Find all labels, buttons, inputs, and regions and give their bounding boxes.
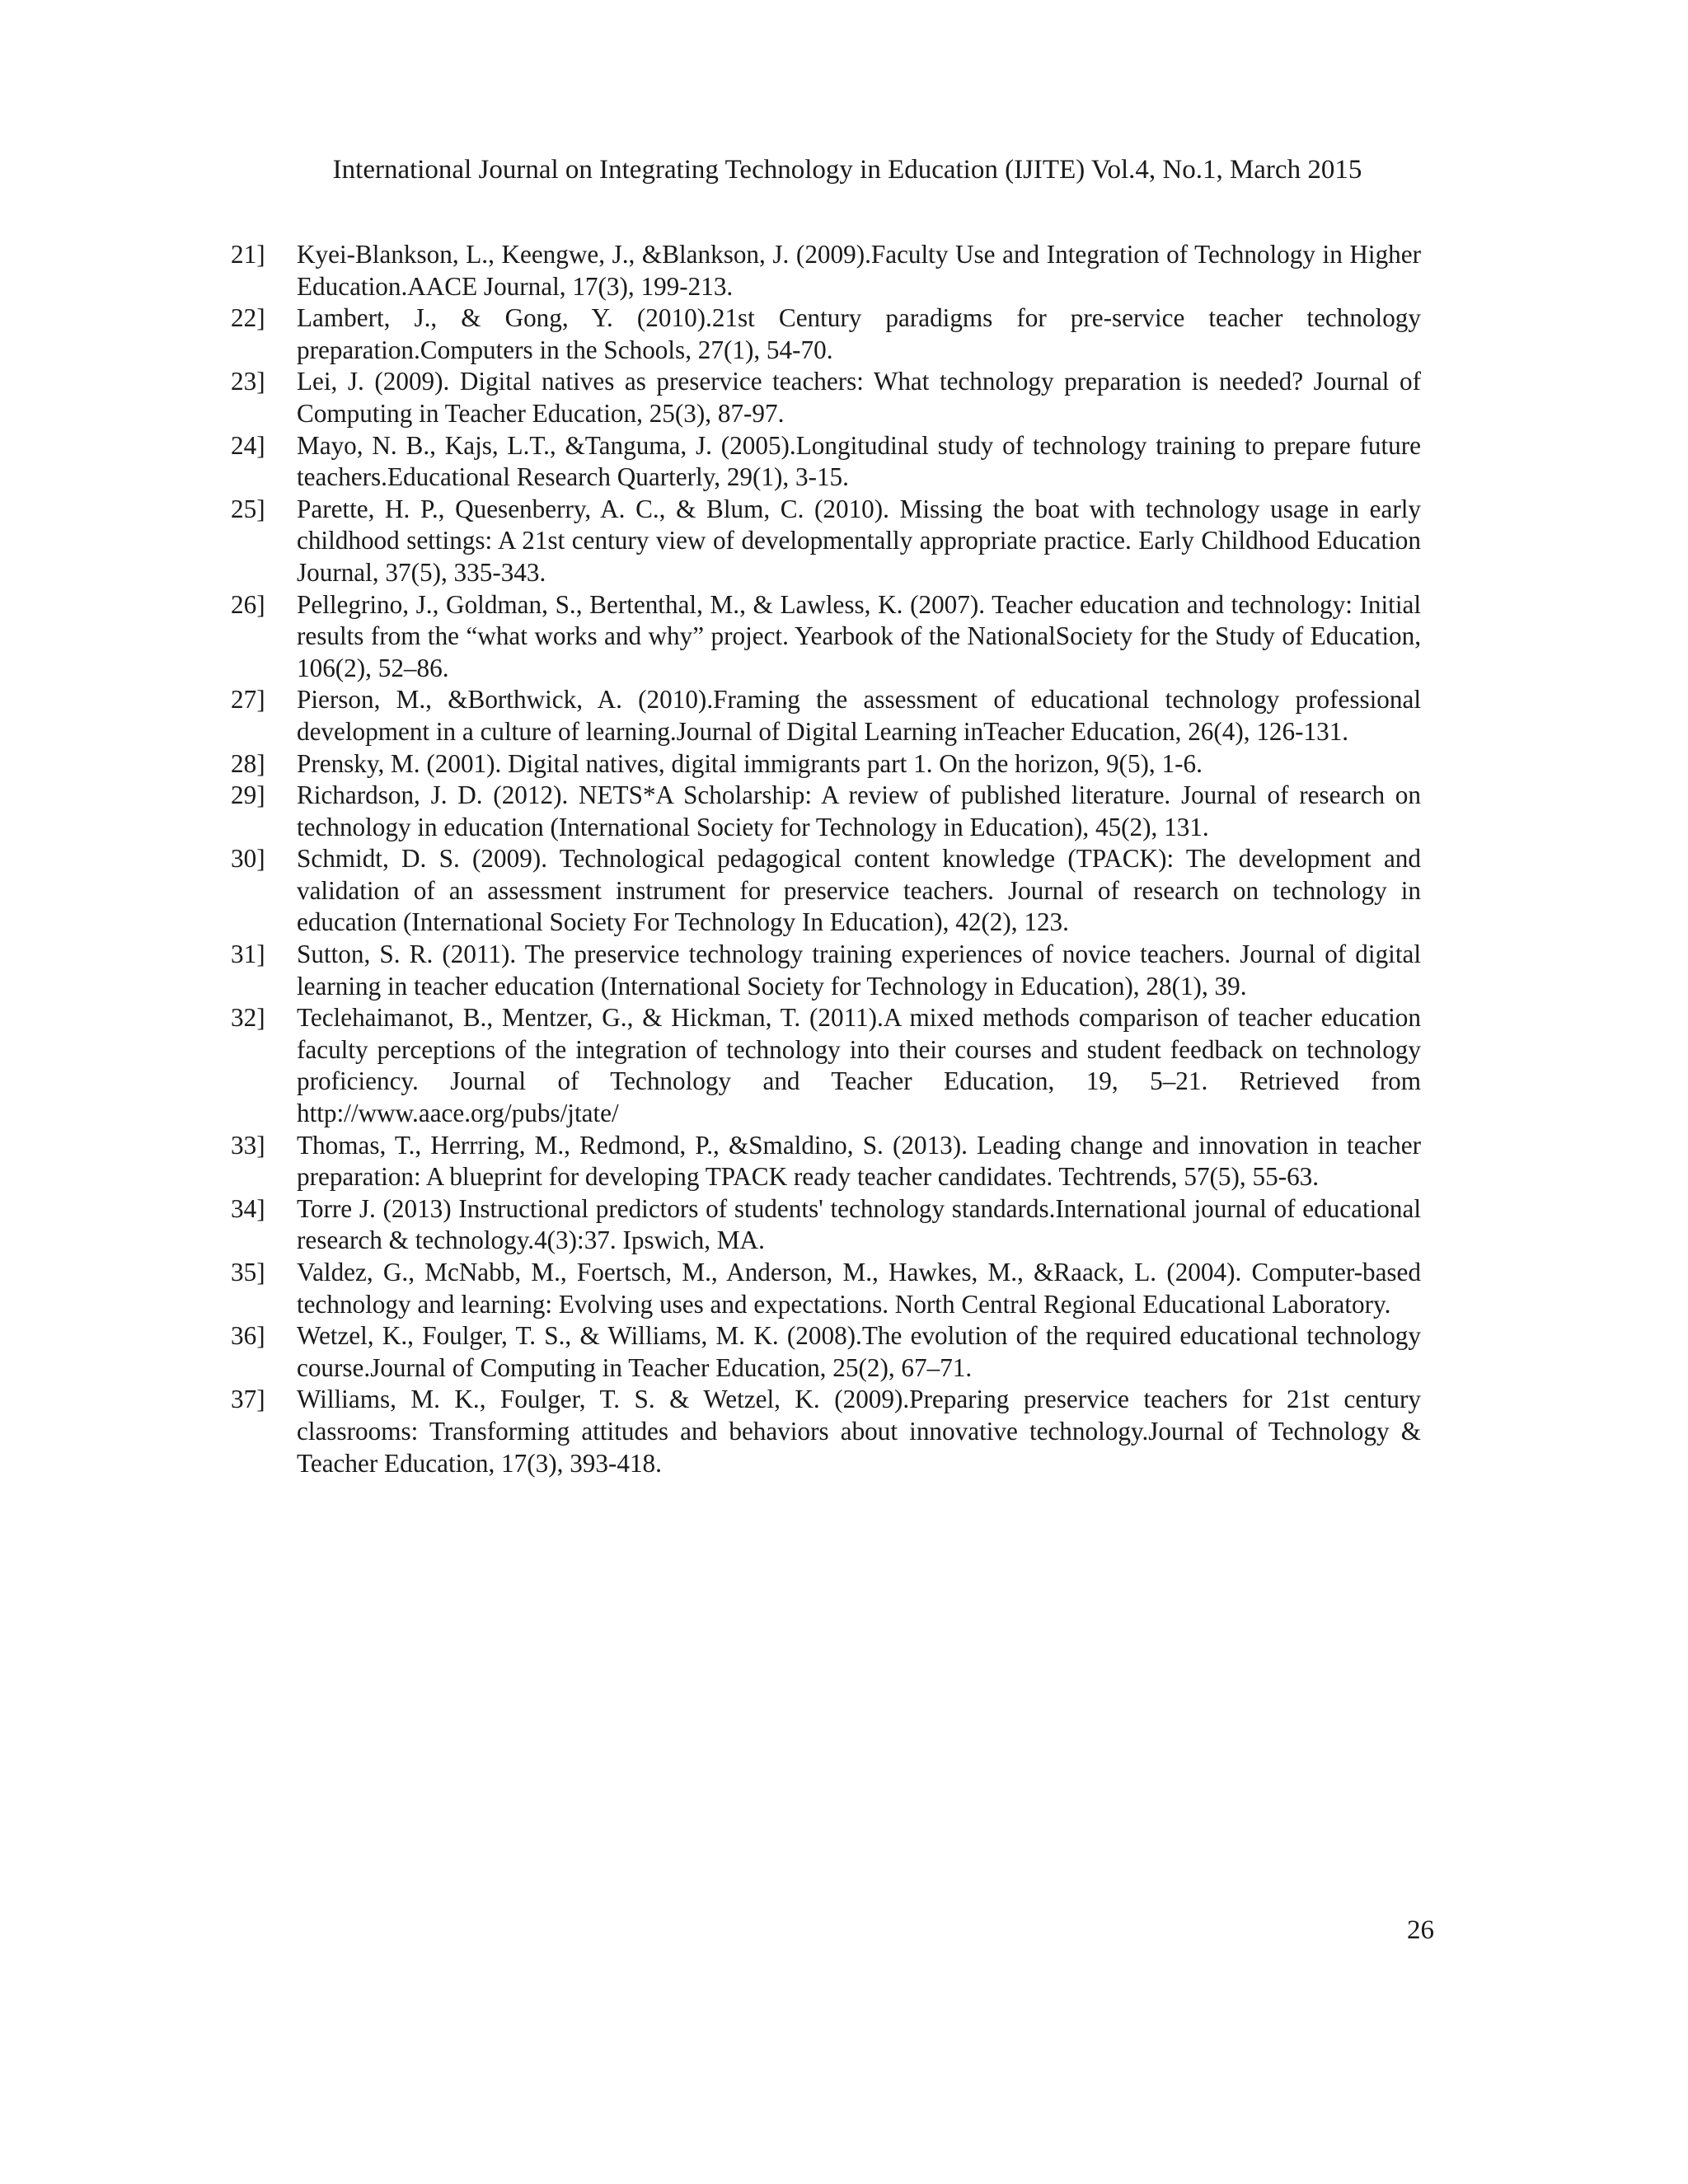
- reference-item: [231, 780, 1421, 843]
- reference-number: 28]: [231, 748, 265, 778]
- reference-text: Valdez, G., McNabb, M., Foertsch, M., Anderson, M., Hawkes, M., &Raack, L. (2004). Computer-based technology and learning: Evolving uses and expectations. North Central Regional Educational Laboratory.: [297, 1258, 1421, 1319]
- reference-item: [231, 589, 1421, 685]
- reference-text: Williams, M. K., Foulger, T. S. & Wetzel, K. (2009).Preparing preservice teachers for 21st century classrooms: Transforming attitudes and behaviors about innovative technology.Journal of Technology & Teacher Education, 17(3), 393-418.: [297, 1385, 1421, 1478]
- reference-text: Pierson, M., &Borthwick, A. (2010).Framing the assessment of educational technology professional development in a culture of learning.Journal of Digital Learning inTeacher Education, 26(4), 126-131.: [297, 685, 1421, 746]
- reference-item: [231, 1257, 1421, 1320]
- reference-number: 30]: [231, 844, 265, 874]
- reference-number: 26]: [231, 589, 265, 619]
- reference-number: 32]: [231, 1003, 265, 1033]
- page-number: 26: [1407, 1915, 1434, 1945]
- reference-text: Parette, H. P., Quesenberry, A. C., & Blum, C. (2010). Missing the boat with technology usage in early childhood settings: A 21st century view of developmentally appropriate practice. Early Childhood Education Journal, 37(5), 335-343.: [297, 494, 1421, 587]
- reference-item: [231, 494, 1421, 589]
- reference-number: 24]: [231, 430, 265, 460]
- reference-item: [231, 1130, 1421, 1193]
- reference-text: Mayo, N. B., Kajs, L.T., &Tanguma, J. (2005).Longitudinal study of technology training to prepare future teachers.Educational Research Quarterly, 29(1), 3-15.: [297, 430, 1421, 492]
- reference-text: Pellegrino, J., Goldman, S., Bertenthal, M., & Lawless, K. (2007). Teacher education and technology: Initial results from the “what works and why” project. Yearbook of the NationalSociety for the Study of Education, 106(2), 52–86.: [297, 589, 1421, 682]
- reference-text: Richardson, J. D. (2012). NETS*A Scholarship: A review of published literature. Journal of research on technology in education (International Society for Technology in Education), 45(2), 131.: [297, 780, 1421, 841]
- reference-item: [231, 366, 1421, 429]
- reference-text: Teclehaimanot, B., Mentzer, G., & Hickman, T. (2011).A mixed methods comparison of teacher education faculty perceptions of the integration of technology into their courses and student feedback on technology proficiency. Journal of Technology and Teacher Education, 19, 5–21. Retrieved from http://www.aace.org/pubs/jtate/: [297, 1003, 1421, 1128]
- reference-text: Schmidt, D. S. (2009). Technological pedagogical content knowledge (TPACK): The development and validation of an assessment instrument for preservice teachers. Journal of research on technology in education (International Society For Technology In Education), 42(2), 123.: [297, 844, 1421, 937]
- reference-number: 36]: [231, 1321, 265, 1351]
- reference-text: Wetzel, K., Foulger, T. S., & Williams, M. K. (2008).The evolution of the required educational technology course.Journal of Computing in Teacher Education, 25(2), 67–71.: [297, 1321, 1421, 1382]
- reference-item: [231, 302, 1421, 366]
- reference-number: 23]: [231, 367, 265, 396]
- reference-item: [231, 939, 1421, 1002]
- reference-item: [231, 748, 1421, 780]
- reference-number: 27]: [231, 685, 265, 715]
- running-header: International Journal on Integrating Technology in Education (IJITE) Vol.4, No.1, March 2015: [332, 155, 1362, 185]
- reference-item: [231, 1320, 1421, 1384]
- reference-number: 29]: [231, 780, 265, 810]
- reference-list: [231, 239, 1421, 1479]
- reference-text: Thomas, T., Herrring, M., Redmond, P., &Smaldino, S. (2013). Leading change and innovation in teacher preparation: A blueprint for developing TPACK ready teacher candidates. Techtrends, 57(5), 55-63.: [297, 1130, 1421, 1192]
- reference-number: 31]: [231, 940, 265, 969]
- reference-item: [231, 1002, 1421, 1129]
- reference-number: 33]: [231, 1130, 265, 1160]
- reference-number: 25]: [231, 494, 265, 523]
- reference-text: Sutton, S. R. (2011). The preservice technology training experiences of novice teachers. Journal of digital learning in teacher education (International Society for Technology in Education), 28(1), 39.: [297, 940, 1421, 1001]
- reference-number: 21]: [231, 240, 265, 269]
- reference-number: 35]: [231, 1258, 265, 1286]
- reference-item: [231, 843, 1421, 939]
- reference-number: 37]: [231, 1385, 265, 1414]
- reference-text: Lambert, J., & Gong, Y. (2010).21st Century paradigms for pre-service teacher technology preparation.Computers in the Schools, 27(1), 54-70.: [297, 303, 1421, 364]
- reference-item: [231, 430, 1421, 494]
- reference-item: [231, 1193, 1421, 1257]
- reference-item: [231, 1384, 1421, 1479]
- reference-item: [231, 684, 1421, 748]
- reference-number: 22]: [231, 303, 265, 333]
- reference-text: Prensky, M. (2001). Digital natives, digital immigrants part 1. On the horizon, 9(5), 1-6.: [297, 748, 1203, 778]
- reference-text: Kyei-Blankson, L., Keengwe, J., &Blankson, J. (2009).Faculty Use and Integration of Technology in Higher Education.AACE Journal, 17(3), 199-213.: [297, 240, 1421, 301]
- reference-item: [231, 239, 1421, 302]
- reference-text: Torre J. (2013) Instructional predictors of students' technology standards.International journal of educational research & technology.4(3):37. Ipswich, MA.: [297, 1193, 1421, 1255]
- reference-number: 34]: [231, 1193, 265, 1223]
- reference-text: Lei, J. (2009). Digital natives as preservice teachers: What technology preparation is needed? Journal of Computing in Teacher Education, 25(3), 87-97.: [297, 367, 1421, 428]
